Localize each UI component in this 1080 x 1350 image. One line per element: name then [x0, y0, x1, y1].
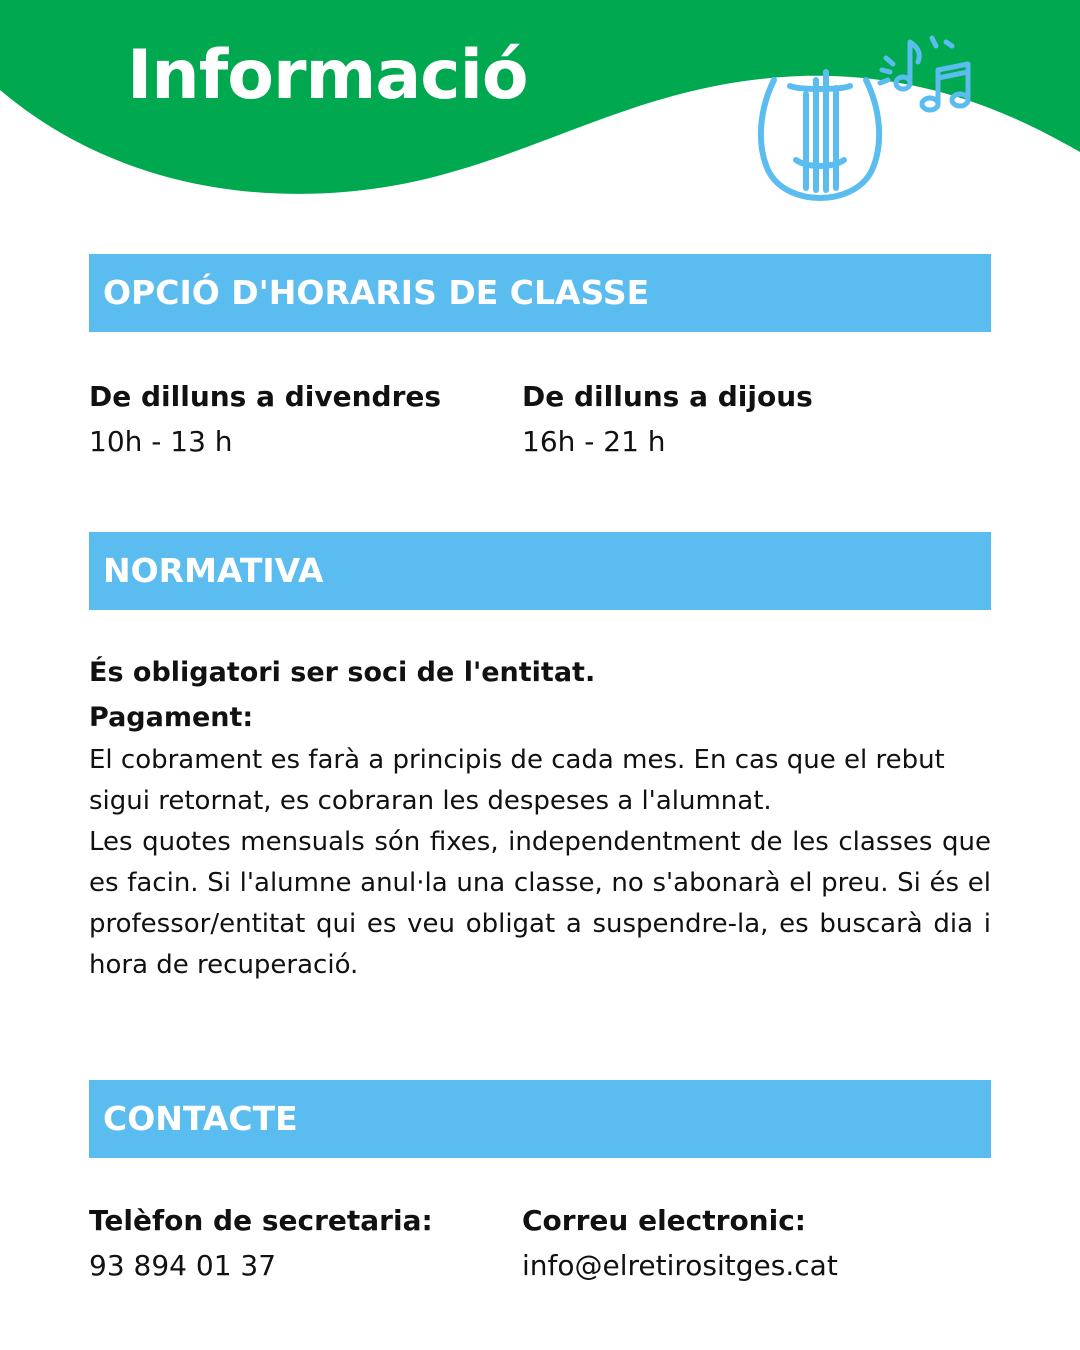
email-label: Correu electronic:	[522, 1204, 807, 1237]
contact-heading: CONTACTE	[103, 1099, 298, 1138]
schedule-option-hours: 10h - 13 h	[89, 425, 233, 458]
phone-label: Telèfon de secretaria:	[89, 1204, 433, 1237]
schedule-option-weekday-evening	[522, 374, 922, 464]
schedule-option-days: De dilluns a dijous	[522, 380, 813, 413]
membership-rule: És obligatori ser soci de l'entitat.	[89, 657, 596, 688]
payment-paragraph: El cobrament es farà a principis de cada mes. En cas que el rebut sigui retornat, es cobraran les despeses a l'alumnat.	[89, 745, 945, 816]
rules-heading: NORMATIVA	[103, 551, 324, 590]
fees-paragraph: Les quotes mensuals són fixes, independentment de les classes que es facin. Si l'alumne anul·la una classe, no s'abonarà el preu. Si és el professor/entitat qui es veu obligat a suspendre-la, es buscarà dia i hora de recuperació.	[89, 827, 991, 980]
schedule-option-weekday-morning	[89, 374, 489, 464]
lyre-with-music-notes-icon	[750, 28, 980, 208]
schedule-heading: OPCIÓ D'HORARIS DE CLASSE	[103, 273, 650, 312]
contact-phone-block	[89, 1198, 489, 1288]
rules-body	[89, 650, 991, 986]
contact-email-block	[522, 1198, 922, 1288]
rules-section-header	[89, 532, 991, 610]
phone-number[interactable]: 93 894 01 37	[89, 1249, 277, 1282]
schedule-option-hours: 16h - 21 h	[522, 425, 666, 458]
page-title: Informació	[127, 36, 528, 115]
payment-label: Pagament:	[89, 702, 254, 733]
schedule-section-header	[89, 254, 991, 332]
email-address[interactable]: info@elretirositges.cat	[522, 1249, 838, 1282]
contact-section-header	[89, 1080, 991, 1158]
schedule-option-days: De dilluns a divendres	[89, 380, 442, 413]
